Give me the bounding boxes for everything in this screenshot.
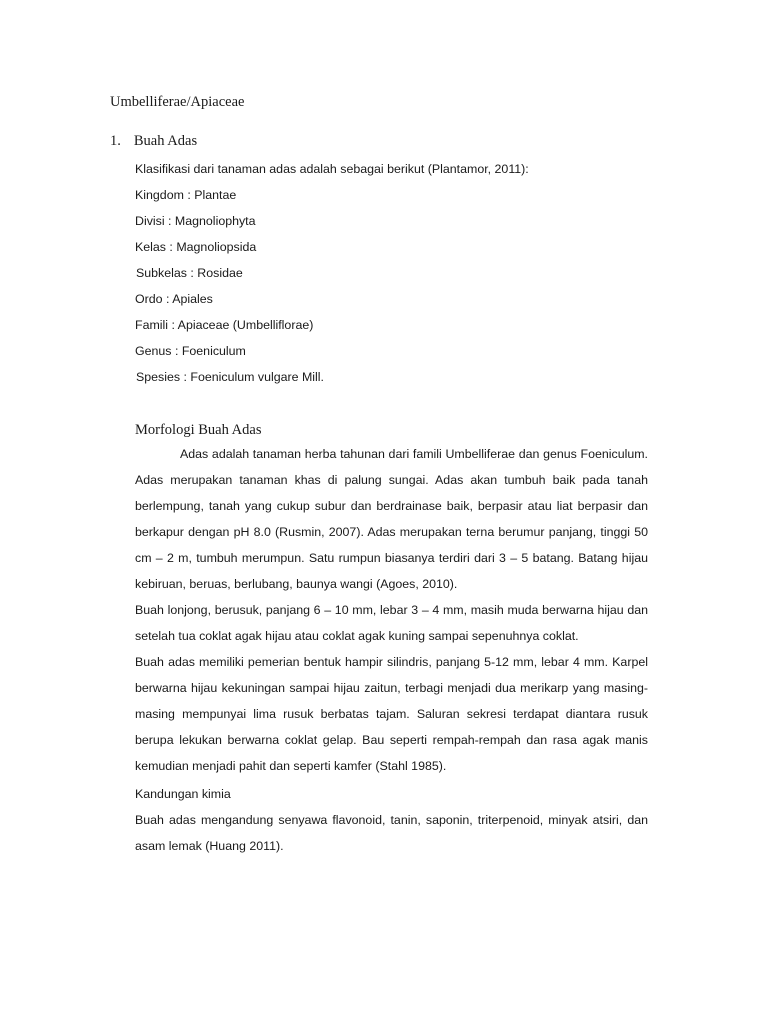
taxonomy-kingdom: Kingdom : Plantae <box>135 188 237 202</box>
section-number: 1. <box>110 133 121 149</box>
taxonomy-divisi: Divisi : Magnoliophyta <box>135 214 256 228</box>
kandungan-heading: Kandungan kimia <box>135 787 231 801</box>
taxonomy-famili: Famili : Apiaceae (Umbelliflorae) <box>135 318 314 332</box>
taxonomy-spesies: Spesies : Foeniculum vulgare Mill. <box>136 370 325 384</box>
taxonomy-kelas: Kelas : Magnoliopsida <box>135 240 257 254</box>
section-title: Buah Adas <box>133 133 198 149</box>
morfologi-paragraph-3: Buah adas memiliki pemerian bentuk hampir silindris, panjang 5-12 mm, lebar 4 mm. Karpel berwarna hijau kekuningan sampai hijau zaitun, terbagi menjadi dua merikarp yang masing-masing mempunyai lima rusuk berbatas tajam. Saluran sekresi terdapat diantara rusuk berupa lekukan berwarna coklat gelap. Bau seperti rempah-rempah dan rasa agak manis kemudian menjadi pahit dan seperti kamfer (Stahl 1985). <box>135 655 648 773</box>
morfologi-paragraph-1: Adas adalah tanaman herba tahunan dari famili Umbelliferae dan genus Foeniculum. Adas merupakan tanaman khas di palung sungai. Adas akan tumbuh baik pada tanah berlempung, tanah yang cukup subur dan berdrainase baik, berpasir atau liat berpasir dan berkapur dengan pH 8.0 (Rusmin, 2007). Adas merupakan terna berumur panjang, tinggi 50 cm – 2 m, tumbuh merumpun. Satu rumpun biasanya terdiri dari 3 – 5 batang. Batang hijau kebiruan, beruas, berlubang, baunya wangi (Agoes, 2010). <box>135 447 648 591</box>
taxonomy-genus: Genus : Foeniculum <box>135 344 246 358</box>
taxonomy-ordo: Ordo : Apiales <box>135 292 213 306</box>
morfologi-heading: Morfologi Buah Adas <box>135 422 262 438</box>
kandungan-paragraph: Buah adas mengandung senyawa flavonoid, tanin, saponin, triterpenoid, minyak atsiri, dan asam lemak (Huang 2011). <box>135 813 648 853</box>
document-title: Umbelliferae/Apiaceae <box>110 94 245 110</box>
morfologi-paragraph-2: Buah lonjong, berusuk, panjang 6 – 10 mm, lebar 3 – 4 mm, masih muda berwarna hijau dan setelah tua coklat agak hijau atau coklat agak kuning sampai sepenuhnya coklat. <box>135 603 648 643</box>
taxonomy-subkelas: Subkelas : Rosidae <box>136 266 243 280</box>
classification-intro: Klasifikasi dari tanaman adas adalah sebagai berikut (Plantamor, 2011): <box>135 162 529 176</box>
section-heading <box>110 133 197 150</box>
